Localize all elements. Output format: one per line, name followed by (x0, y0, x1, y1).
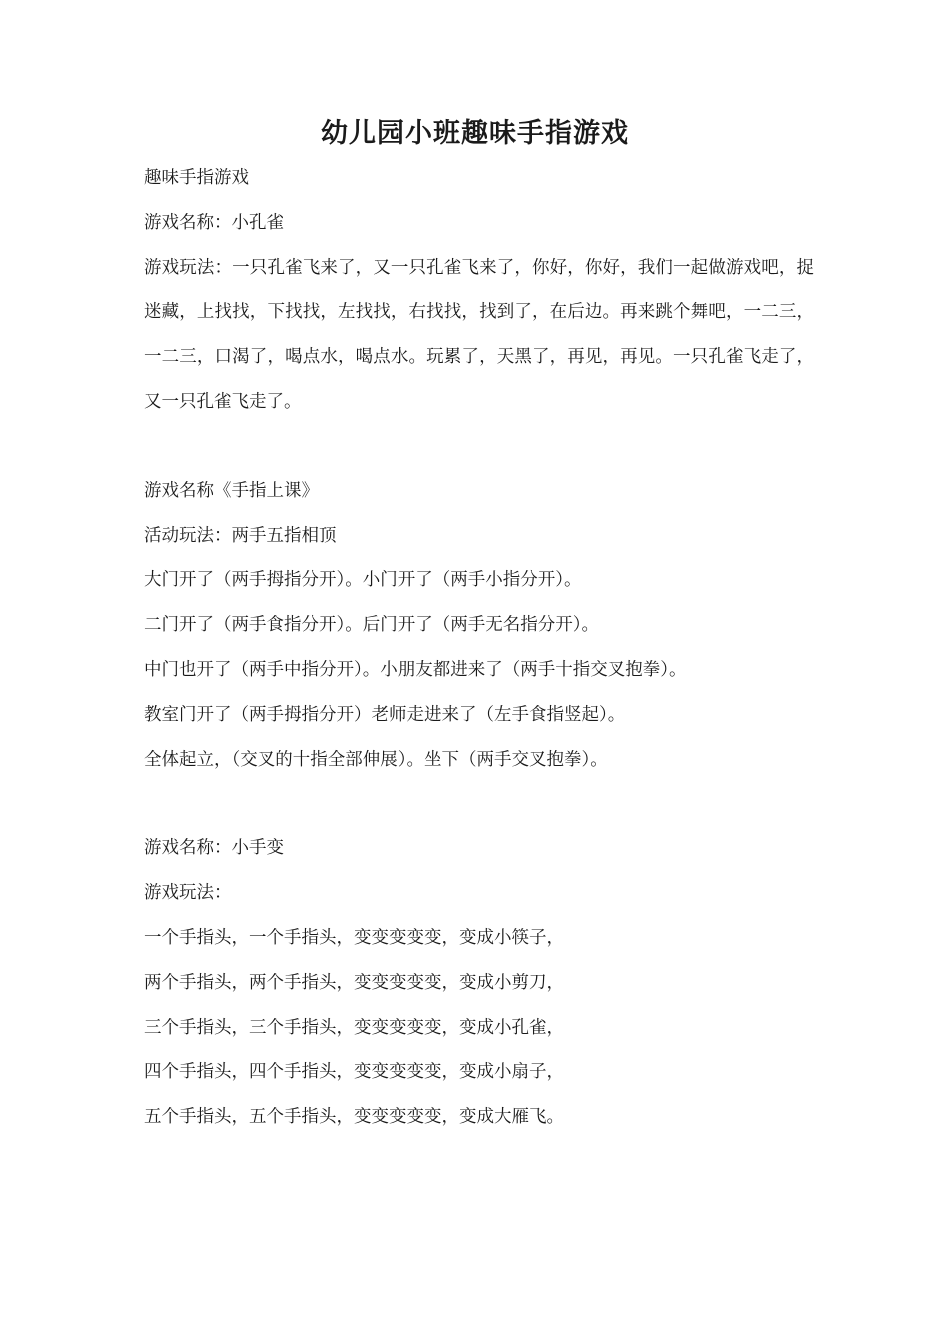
game-section-little-hands (144, 826, 814, 1140)
game-section-finger-class (144, 469, 814, 783)
section-spacer (144, 425, 814, 469)
game-name: 游戏名称：小孔雀 (144, 212, 284, 233)
game-rules: 活动玩法：两手五指相顶 (144, 525, 337, 546)
game-section-peacock (144, 201, 814, 425)
game-rules: 游戏玩法： (144, 883, 232, 904)
rhyme-line: 四个手指头，四个手指头，变变变变变，变成小扇子， (144, 1062, 564, 1083)
document-title: 幼儿园小班趣味手指游戏 (321, 118, 629, 149)
rhyme-line: 三个手指头，三个手指头，变变变变变，变成小孔雀， (144, 1017, 564, 1038)
game-rules: 游戏玩法：一只孔雀飞来了，又一只孔雀飞来了，你好，你好，我们一起做游戏吧，捉迷藏，上找找，下找找，左找找，右找找，找到了，在后边。再来跳个舞吧，一二三，一二三，口渴了，喝点水，喝点水。玩累了，天黑了，再见，再见。一只孔雀飞走了，又一只孔雀飞走了。 (144, 257, 814, 412)
rhyme-line: 五个手指头，五个手指头，变变变变变，变成大雁飞。 (144, 1107, 564, 1128)
rhyme-line: 教室门开了（两手拇指分开）老师走进来了（左手食指竖起）。 (144, 704, 626, 725)
rhyme-line: 二门开了（两手食指分开）。后门开了（两手无名指分开）。 (144, 615, 599, 636)
intro-heading: 趣味手指游戏 (144, 168, 249, 188)
rhyme-line: 大门开了（两手拇指分开）。小门开了（两手小指分开）。 (144, 570, 582, 591)
document-body (144, 156, 814, 1140)
game-name: 游戏名称《手指上课》 (144, 480, 319, 501)
rhyme-line: 全体起立，（交叉的十指全部伸展）。坐下（两手交叉抱拳）。 (144, 749, 608, 770)
game-name: 游戏名称：小手变 (144, 838, 284, 859)
rhyme-line: 中门也开了（两手中指分开）。小朋友都进来了（两手十指交叉抱拳）。 (144, 659, 687, 680)
section-spacer (144, 782, 814, 826)
rhyme-line: 两个手指头，两个手指头，变变变变变，变成小剪刀， (144, 972, 564, 993)
rhyme-line: 一个手指头，一个手指头，变变变变变，变成小筷子， (144, 927, 564, 948)
